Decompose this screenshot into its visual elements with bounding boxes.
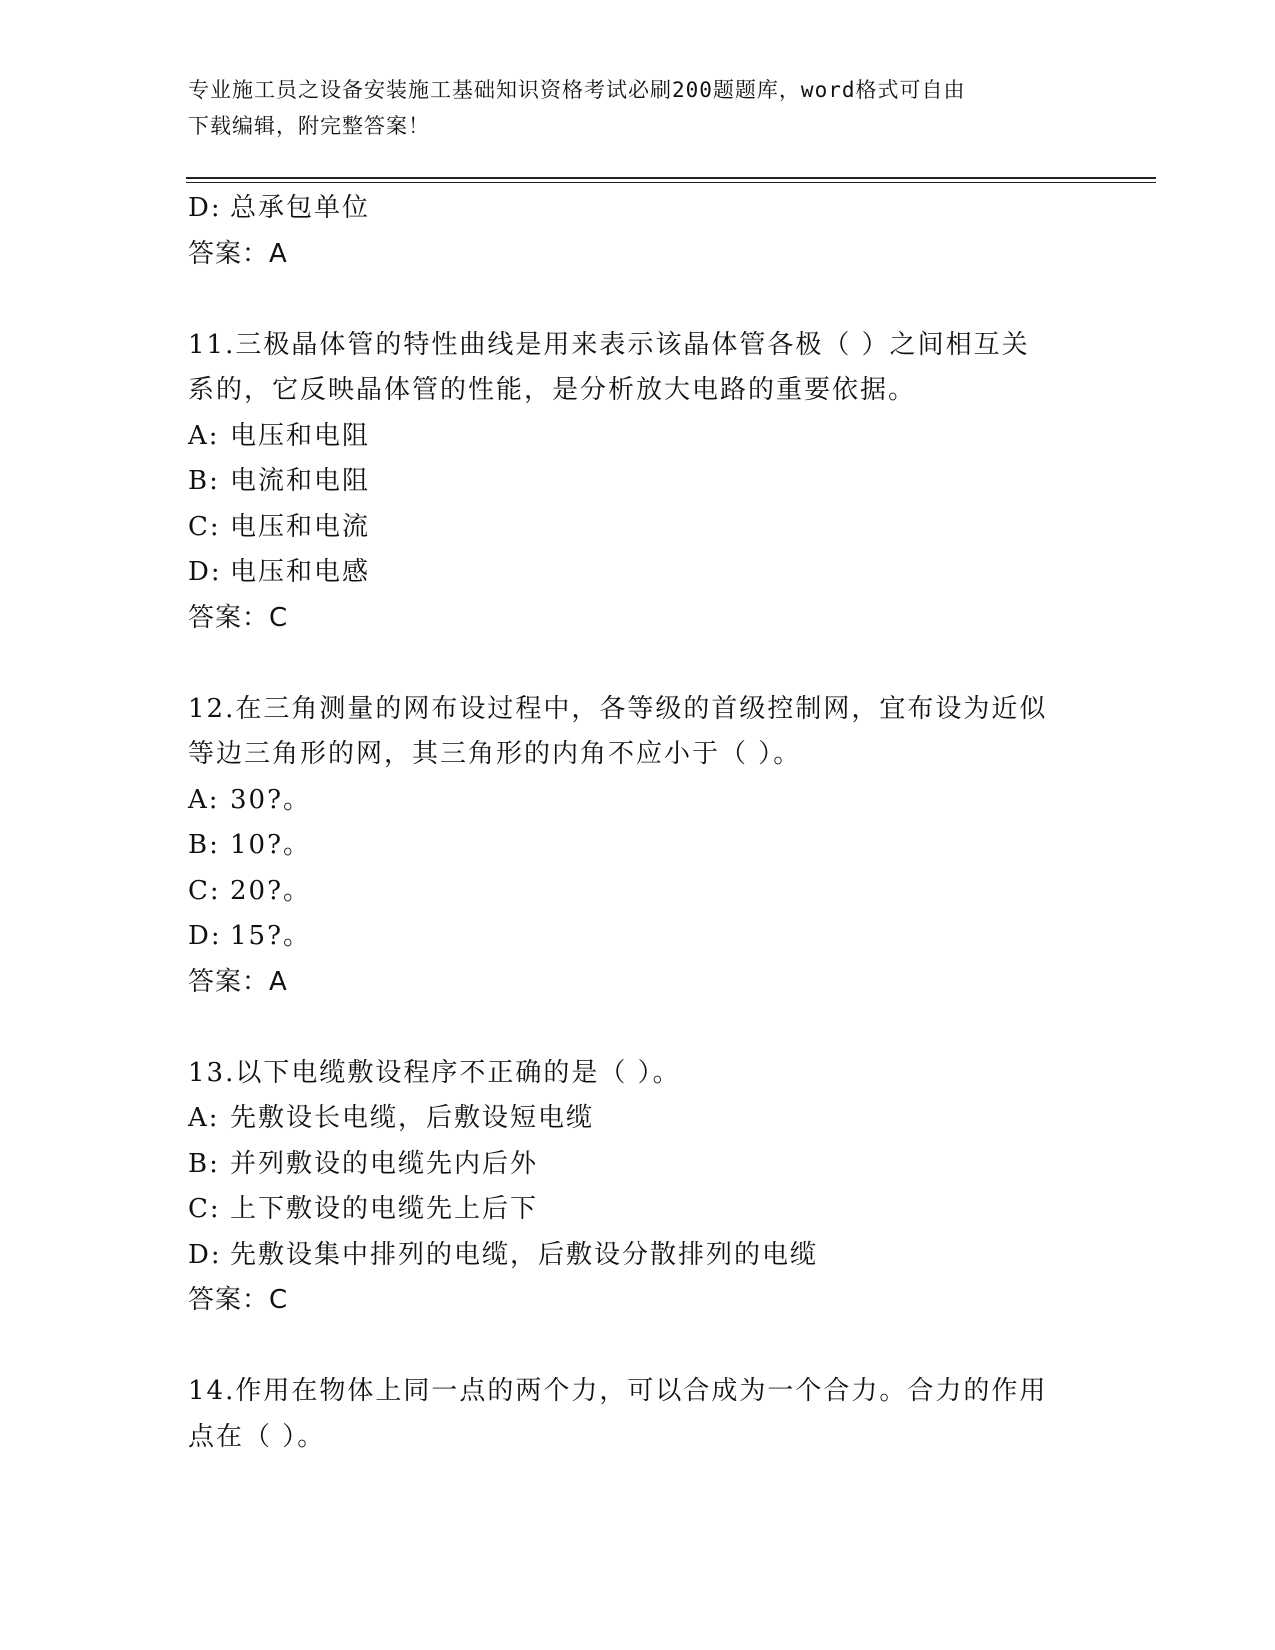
option-d xyxy=(188,550,1088,596)
option-b xyxy=(188,459,1088,505)
option-label: C: xyxy=(188,875,221,906)
option-text: 15?。 xyxy=(230,921,312,951)
option-label: D: xyxy=(188,1239,222,1270)
option-label: D: xyxy=(188,193,222,223)
option-label: B: xyxy=(188,466,220,496)
option-label: B: xyxy=(188,1148,220,1179)
header-divider-thin xyxy=(186,182,1156,183)
option-b xyxy=(188,1142,1088,1188)
option-label: C: xyxy=(188,511,221,542)
option-c xyxy=(188,1187,1088,1233)
option-c xyxy=(188,505,1088,551)
option-label: B: xyxy=(188,830,220,860)
question-text-line-1: 12.在三角测量的网布设过程中，各等级的首级控制网，宜布设为近似 xyxy=(188,693,1048,724)
option-b xyxy=(188,823,1088,869)
header-line-2: 下载编辑，附完整答案！ xyxy=(188,114,430,138)
answer-line: 答案：C xyxy=(188,602,289,633)
option-text: 上下敷设的电缆先上后下 xyxy=(230,1194,539,1224)
question-list xyxy=(188,186,1088,1460)
option-a xyxy=(188,414,1088,460)
option-text: 电压和电感 xyxy=(230,557,371,587)
question-13 xyxy=(188,1051,1088,1097)
question-14 xyxy=(188,1369,1088,1460)
option-text: 总承包单位 xyxy=(230,193,371,223)
option-a xyxy=(188,778,1088,824)
option-text: 先敷设集中排列的电缆，后敷设分散排列的电缆 xyxy=(230,1239,819,1270)
option-c xyxy=(188,869,1088,915)
option-label: D: xyxy=(188,921,222,951)
question-11 xyxy=(188,323,1088,414)
question-text-line-1: 13.以下电缆敷设程序不正确的是（ ）。 xyxy=(188,1057,681,1088)
header-divider-thick xyxy=(186,177,1156,179)
answer-line: 答案：A xyxy=(188,238,288,269)
answer-line: 答案：C xyxy=(188,1285,289,1315)
option-text: 先敷设长电缆，后敷设短电缆 xyxy=(230,1103,595,1133)
option-text: 电流和电阻 xyxy=(230,466,371,496)
option-label: C: xyxy=(188,1194,221,1224)
option-text: 并列敷设的电缆先内后外 xyxy=(230,1148,539,1179)
question-text-line-2: 系的，它反映晶体管的性能，是分析放大电路的重要依据。 xyxy=(188,375,917,405)
question-12 xyxy=(188,687,1088,778)
option-text: 30?。 xyxy=(230,784,312,815)
option-text: 电压和电阻 xyxy=(230,420,371,451)
question-text-line-1: 14.作用在物体上同一点的两个力，可以合成为一个合力。合力的作用 xyxy=(188,1376,1048,1406)
question-text-line-1: 11.三极晶体管的特性曲线是用来表示该晶体管各极（ ）之间相互关 xyxy=(188,329,1030,360)
option-d xyxy=(188,1233,1088,1279)
option-text: 电压和电流 xyxy=(230,511,371,542)
option-d xyxy=(188,914,1088,960)
option-d xyxy=(188,186,1088,232)
answer-line: 答案：A xyxy=(188,966,288,997)
document-header xyxy=(188,72,1088,144)
option-text: 10?。 xyxy=(230,830,312,860)
question-text-line-2: 等边三角形的网，其三角形的内角不应小于（ ）。 xyxy=(188,739,802,769)
option-a xyxy=(188,1096,1088,1142)
header-line-1: 专业施工员之设备安装施工基础知识资格考试必刷200题题库，word格式可自由 xyxy=(188,78,966,102)
option-label: A: xyxy=(188,1103,220,1133)
option-label: D: xyxy=(188,557,222,587)
option-text: 20?。 xyxy=(230,875,312,906)
question-text-line-2: 点在（ ）。 xyxy=(188,1421,326,1452)
option-label: A: xyxy=(188,784,220,815)
option-label: A: xyxy=(188,420,220,451)
